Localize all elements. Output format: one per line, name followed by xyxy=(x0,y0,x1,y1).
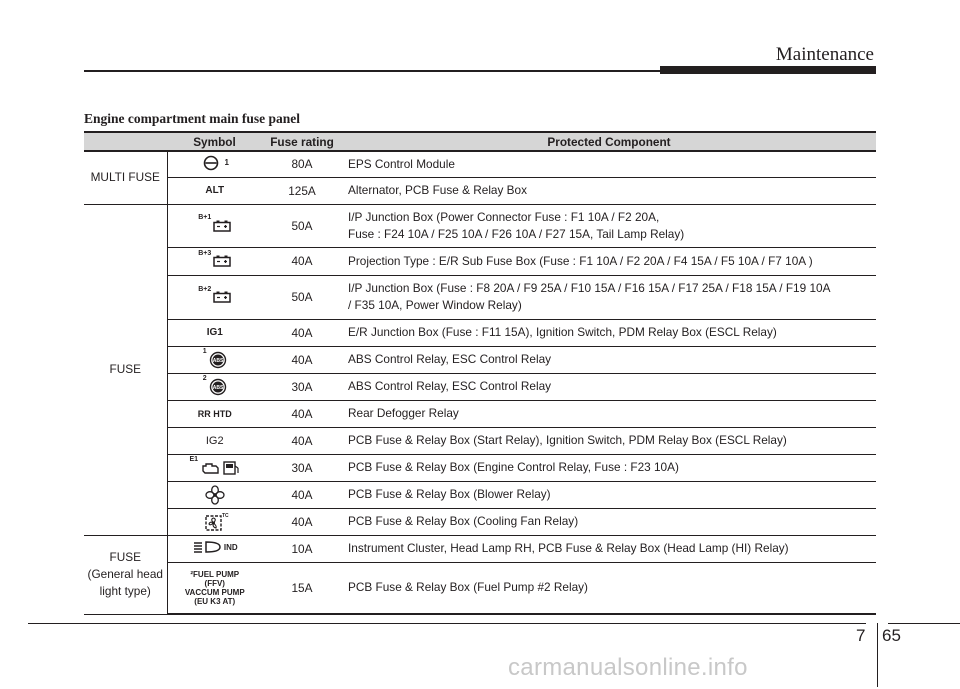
table-row xyxy=(84,427,876,454)
component-cell: ABS Control Relay, ESC Control Relay xyxy=(342,373,876,400)
battery-icon xyxy=(213,220,231,232)
symbol-cell xyxy=(167,247,262,275)
rating-cell: 30A xyxy=(262,373,342,400)
symbol-text: IND xyxy=(223,542,238,552)
col-header-rating: Fuse rating xyxy=(262,132,342,151)
symbol-cell xyxy=(167,562,262,614)
table-row xyxy=(84,177,876,204)
watermark: carmanualsonline.info xyxy=(508,654,748,681)
symbol-sup: 1 xyxy=(224,158,229,168)
chapter-number: 7 xyxy=(856,626,866,645)
component-cell: Alternator, PCB Fuse & Relay Box xyxy=(342,177,876,204)
battery-icon xyxy=(213,255,231,267)
table-header-row xyxy=(84,132,876,151)
component-cell: ABS Control Relay, ESC Control Relay xyxy=(342,346,876,373)
symbol-cell xyxy=(167,204,262,247)
symbol-text: ²FUEL PUMP (FFV) VACCUM PUMP (EU K3 AT) xyxy=(184,569,245,606)
symbol-sup: B+2 xyxy=(198,285,212,293)
headlamp-icon xyxy=(192,540,222,554)
symbol-cell xyxy=(167,427,262,454)
battery-icon xyxy=(213,291,231,303)
table-row xyxy=(84,400,876,427)
table-row xyxy=(84,373,876,400)
rating-cell: 50A xyxy=(262,275,342,319)
abs-icon xyxy=(209,378,227,396)
rating-cell: 40A xyxy=(262,508,342,535)
page-title: Engine compartment main fuse panel xyxy=(84,111,300,126)
symbol-cell: RR HTD xyxy=(167,400,262,427)
header-bar xyxy=(660,66,876,74)
component-cell: PCB Fuse & Relay Box (Engine Control Relay, Fuse : F23 10A) xyxy=(342,454,876,481)
symbol-sup: 1 xyxy=(202,348,207,355)
symbol-cell: ALT xyxy=(167,177,262,204)
component-cell: EPS Control Module xyxy=(342,151,876,177)
rating-cell: 40A xyxy=(262,400,342,427)
component-cell: Instrument Cluster, Head Lamp RH, PCB Fuse & Relay Box (Head Lamp (HI) Relay) xyxy=(342,535,876,562)
table-row xyxy=(84,151,876,177)
table-row xyxy=(84,508,876,535)
footer-rule xyxy=(28,623,866,624)
footer-rule-right xyxy=(888,623,960,624)
component-cell: Projection Type : E/R Sub Fuse Box (Fuse : F1 10A / F2 20A / F4 15A / F5 10A / F7 10A ) xyxy=(342,247,876,275)
component-cell: E/R Junction Box (Fuse : F11 15A), Ignition Switch, PDM Relay Box (ESCL Relay) xyxy=(342,319,876,346)
symbol-cell: IG1 xyxy=(167,319,262,346)
rating-cell: 40A xyxy=(262,247,342,275)
header-rule xyxy=(84,70,660,72)
rating-cell: 50A xyxy=(262,204,342,247)
table-row xyxy=(84,275,876,319)
fuse-table xyxy=(84,131,876,615)
symbol-sup: B+1 xyxy=(198,214,212,222)
table-row xyxy=(84,204,876,247)
page-number: 65 xyxy=(882,626,901,645)
component-cell: PCB Fuse & Relay Box (Fuel Pump #2 Relay) xyxy=(342,562,876,614)
rating-cell: 80A xyxy=(262,151,342,177)
blower-fan-icon xyxy=(205,485,225,505)
group-multi-fuse: MULTI FUSE xyxy=(84,151,167,204)
symbol-cell xyxy=(167,454,262,481)
symbol-cell xyxy=(167,508,262,535)
engine-fuel-icon xyxy=(200,460,240,476)
component-cell: PCB Fuse & Relay Box (Cooling Fan Relay) xyxy=(342,508,876,535)
symbol-text: IG2 xyxy=(205,434,224,447)
rating-cell: 125A xyxy=(262,177,342,204)
table-row xyxy=(84,346,876,373)
rating-cell: 15A xyxy=(262,562,342,614)
symbol-cell xyxy=(167,346,262,373)
col-header-group xyxy=(84,132,167,151)
component-cell: I/P Junction Box (Fuse : F8 20A / F9 25A / F10 15A / F16 15A / F17 25A / F18 15A / F19 10A / F35 10A, Power Window Relay) xyxy=(342,275,876,319)
symbol-cell xyxy=(167,275,262,319)
abs-icon-text: ABS xyxy=(212,384,223,391)
component-cell: PCB Fuse & Relay Box (Start Relay), Ignition Switch, PDM Relay Box (ESCL Relay) xyxy=(342,427,876,454)
table-row xyxy=(84,454,876,481)
component-cell: PCB Fuse & Relay Box (Blower Relay) xyxy=(342,481,876,508)
rating-cell: 10A xyxy=(262,535,342,562)
svg-text:TC: TC xyxy=(221,512,229,519)
symbol-sup: E1 xyxy=(189,456,199,463)
group-fuse: FUSE xyxy=(84,204,167,535)
abs-icon-text: ABS xyxy=(212,357,223,364)
cooling-fan-icon xyxy=(204,512,229,532)
col-header-component: Protected Component xyxy=(342,132,876,151)
table-row xyxy=(84,319,876,346)
rating-cell: 40A xyxy=(262,481,342,508)
table-row xyxy=(84,481,876,508)
table-row xyxy=(84,247,876,275)
group-general-headlight: FUSE (General head light type) xyxy=(84,535,167,614)
rating-cell: 40A xyxy=(262,319,342,346)
rating-cell: 40A xyxy=(262,427,342,454)
symbol-cell xyxy=(167,481,262,508)
symbol-sup: B+3 xyxy=(198,249,212,257)
symbol-sup: 2 xyxy=(202,375,207,382)
table-row xyxy=(84,562,876,614)
rating-cell: 30A xyxy=(262,454,342,481)
component-cell: I/P Junction Box (Power Connector Fuse : F1 10A / F2 20A, Fuse : F24 10A / F25 10A / F26 10A / F27 15A, Tail Lamp Relay) xyxy=(342,204,876,247)
section-header: Maintenance xyxy=(775,44,874,65)
footer-divider xyxy=(877,623,878,687)
abs-icon xyxy=(209,351,227,369)
symbol-cell xyxy=(167,151,262,177)
col-header-symbol: Symbol xyxy=(167,132,262,151)
table-row xyxy=(84,535,876,562)
symbol-cell xyxy=(167,535,262,562)
symbol-cell xyxy=(167,373,262,400)
component-cell: Rear Defogger Relay xyxy=(342,400,876,427)
rating-cell: 40A xyxy=(262,346,342,373)
steering-motor-icon xyxy=(201,155,223,171)
